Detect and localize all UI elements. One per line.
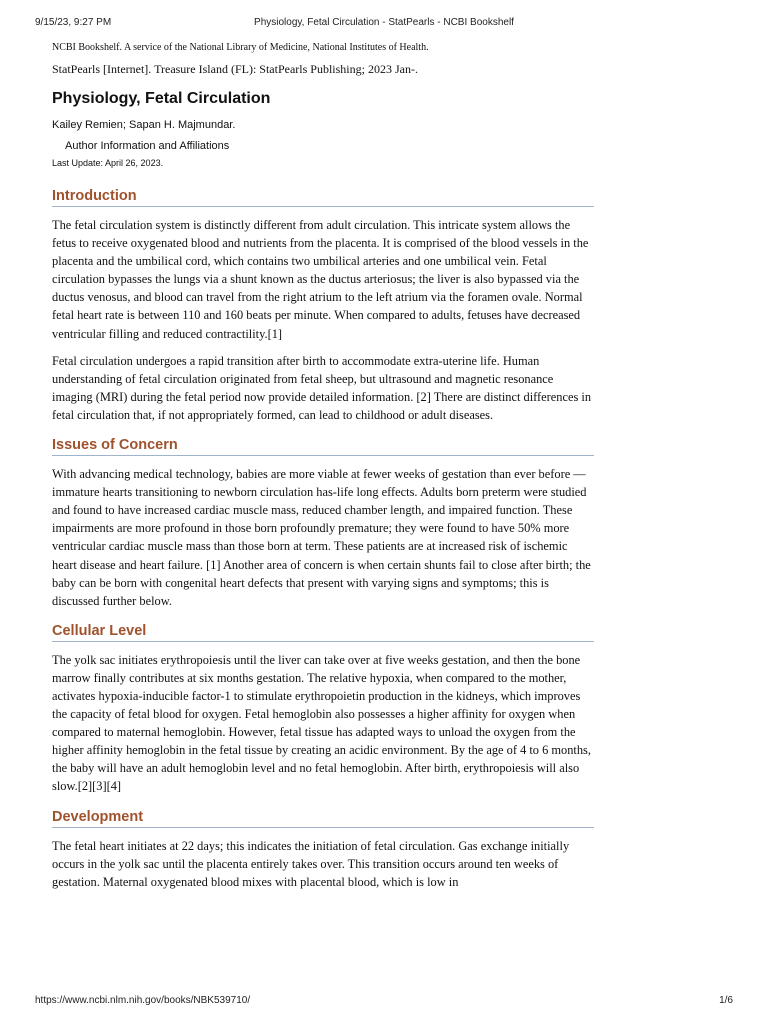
author-affiliations-link[interactable]: Author Information and Affiliations bbox=[65, 140, 230, 152]
section-heading: Cellular Level bbox=[52, 623, 594, 642]
page-number: 1/6 bbox=[719, 995, 733, 1006]
paragraph: Fetal circulation undergoes a rapid transition after birth to accommodate extra-uterine life. Human understanding of fetal circulation originated from fetal sheep, but ultrasound and magnetic resonance imaging (MRI) during the fetal period now provide detailed information. [2] There are distinct differences in fetal circulation that, if not appropriately formed, can lead to childhood or adult diseases. bbox=[52, 353, 592, 422]
last-update: Last Update: April 26, 2023. bbox=[52, 158, 164, 168]
section-heading: Issues of Concern bbox=[52, 437, 594, 456]
section-issues-of-concern bbox=[52, 437, 594, 610]
section-heading: Development bbox=[52, 809, 594, 828]
print-page-title: Physiology, Fetal Circulation - StatPearls - NCBI Bookshelf bbox=[254, 17, 514, 28]
paragraph: With advancing medical technology, babies are more viable at fewer weeks of gestation than ever before — immature hearts transitioning to newborn circulation has-life long effects. Adults born preterm were studied and found to have increased cardiac muscle mass, reduced chamber length, and impaired function. These impairments are more profound in those born profoundly premature; they were found to have 50% more ventricular cardiac muscle mass than those born at term. These patients are at increased risk of ischemic heart disease and heart failure. [1] Another area of concern is when certain shunts fail to close after birth; the baby can be born with congenital heart defects that present with varying signs and symptoms; this is discussed further below. bbox=[52, 467, 591, 608]
article-content bbox=[52, 42, 594, 904]
paragraph: The yolk sac initiates erythropoiesis until the liver can take over at five weeks gestation, and then the bone marrow finally contributes at six months gestation. The relative hypoxia, when compared to the mother, activates hypoxia-inducible factor-1 to stimulate erythropoietin production in the kidneys, which improves the capacity of fetal blood for oxygen. Fetal hemoglobin also possesses a higher affinity for oxygen when compared to maternal hemoglobin. However, fetal tissue has adapted ways to unload the oxygen from the higher affinity hemoglobin in the fetal tissue by creating an acidic environment. By the age of 4 to 6 months, the baby will have an adult hemoglobin level and no fetal hemoglobin. After birth, erythropoiesis will also slow.[2][3][4] bbox=[52, 652, 591, 794]
article-title: Physiology, Fetal Circulation bbox=[52, 90, 271, 107]
paragraph: The fetal circulation system is distinctly different from adult circulation. This intricate system allows the fetus to receive oxygenated blood and nutrients from the placenta. It is comprised of the blood vessels in the placenta and the umbilical cord, which contains two umbilical arteries and one umbilical vein. Fetal circulation bypasses the lungs via a shunt known as the ductus arteriosus; the liver is also bypassed via the ductus venosus, and blood can travel from the right atrium to the left atrium via the foramen ovale. Normal fetal heart rate is between 110 and 160 beats per minute. When compared to adults, fetuses have decreased ventricular filling and reduced contractility.[1] bbox=[52, 218, 589, 341]
section-development bbox=[52, 809, 594, 891]
paragraph: The fetal heart initiates at 22 days; this indicates the initiation of fetal circulation. Gas exchange initially occurs in the yolk sac until the placenta entirely takes over. This transition occurs around ten weeks of gestation. Maternal oxygenated blood mixes with placental blood, which is low in bbox=[52, 838, 570, 889]
section-heading: Introduction bbox=[52, 188, 594, 207]
authors: Kailey Remien; Sapan H. Majmundar. bbox=[52, 119, 236, 131]
print-url: https://www.ncbi.nlm.nih.gov/books/NBK539710/ bbox=[35, 995, 251, 1006]
bookshelf-notice: NCBI Bookshelf. A service of the National Library of Medicine, National Institutes of Health. bbox=[52, 42, 429, 53]
print-datetime: 9/15/23, 9:27 PM bbox=[35, 17, 112, 28]
citation: StatPearls [Internet]. Treasure Island (FL): StatPearls Publishing; 2023 Jan-. bbox=[52, 62, 418, 76]
section-introduction bbox=[52, 188, 594, 424]
section-cellular-level bbox=[52, 623, 594, 796]
